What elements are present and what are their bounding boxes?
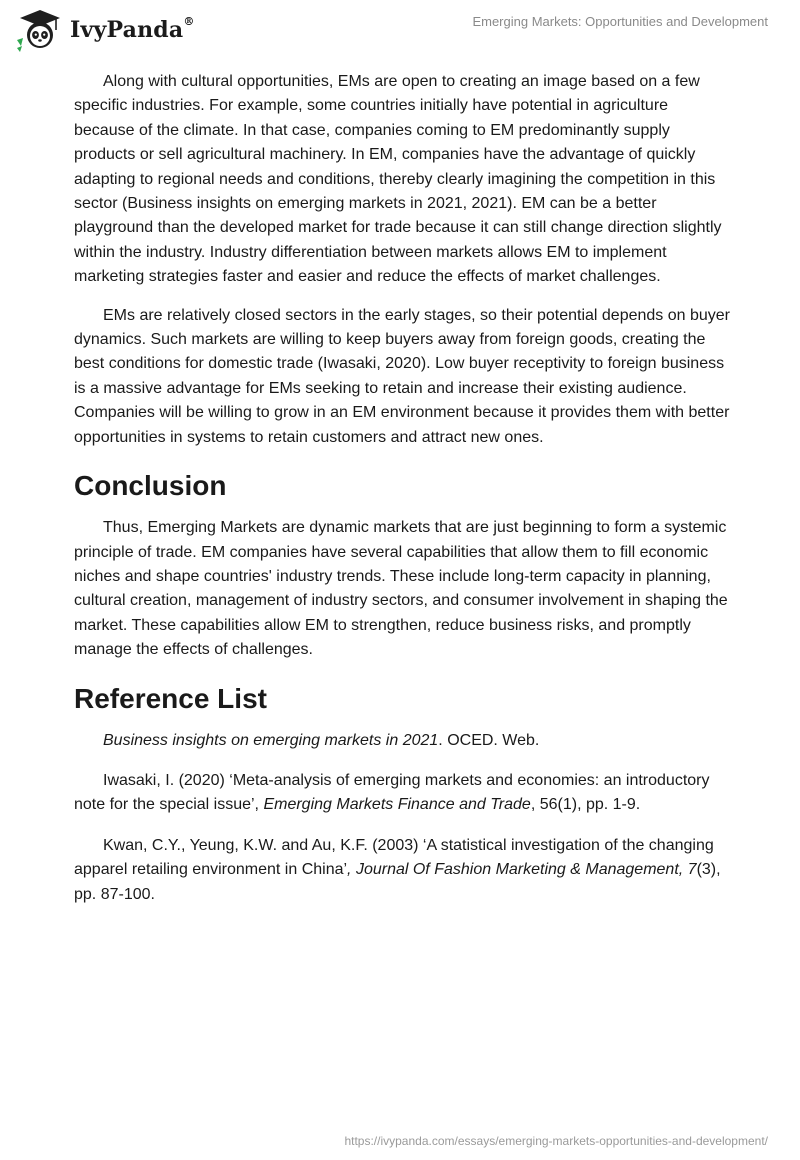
conclusion-heading: Conclusion — [74, 470, 227, 502]
body-paragraph-1: Along with cultural opportunities, EMs are open to creating an image based on a few specific industries. For example, some countries initially have potential in agriculture because of the climate. In that case, companies coming to EM predominantly supply products or sell agricultural machinery. In EM, companies have the advantage of quickly adapting to regional needs and conditions, thereby clearly imagining the competition in this sector (Business insights on emerging markets in 2021, 2021). EM can be a better playground than the developed market for trade because it can still change direction slightly within the industry. Industry differentiation between markets allows EM to implement marketing strategies faster and easier and reduce the effects of market challenges. — [74, 73, 722, 286]
document-title: Emerging Markets: Opportunities and Development — [472, 14, 768, 29]
body-paragraph-2: EMs are relatively closed sectors in the early stages, so their potential depends on buyer dynamics. Such markets are willing to keep buyers away from foreign goods, creating the best conditions for domestic trade (Iwasaki, 2020). Low buyer receptivity to foreign business is a massive advantage for EMs seeking to retain and increase their existing audience. Companies will be willing to grow in an EM environment because it provides them with better opportunities in systems to retain customers and attract new ones. — [74, 306, 730, 446]
ivypanda-logo[interactable] — [14, 8, 195, 52]
reference-item: Business insights on emerging markets in 2021. OCED. Web. — [103, 731, 540, 749]
reference-item: Iwasaki, I. (2020) ‘Meta-analysis of emerging markets and economies: an introductory note for the special issue’, Emerging Markets Finance and Trade, 56(1), pp. 1-9. — [74, 771, 710, 814]
page-header — [0, 0, 800, 62]
reference-item: Kwan, C.Y., Yeung, K.W. and Au, K.F. (2003) ‘A statistical investigation of the changing apparel retailing environment in China’, Journal Of Fashion Marketing & Management, 7(3), pp. 87-100. — [74, 836, 721, 903]
conclusion-paragraph: Thus, Emerging Markets are dynamic markets that are just beginning to form a systemic principle of trade. EM companies have several capabilities that allow them to fill economic niches and shape countries' industry trends. These include long-term capacity in planning, cultural creation, management of industry sectors, and consumer involvement in shaping the market. These capabilities allow EM to strengthen, reduce business risks, and promptly manage the effects of challenges. — [74, 519, 728, 659]
brand-name: IvyPanda® — [70, 14, 195, 43]
essay-content — [74, 70, 730, 923]
source-url[interactable]: https://ivypanda.com/essays/emerging-markets-opportunities-and-development/ — [344, 1134, 768, 1148]
panda-icon — [14, 8, 64, 52]
reference-list-heading: Reference List — [74, 682, 267, 714]
